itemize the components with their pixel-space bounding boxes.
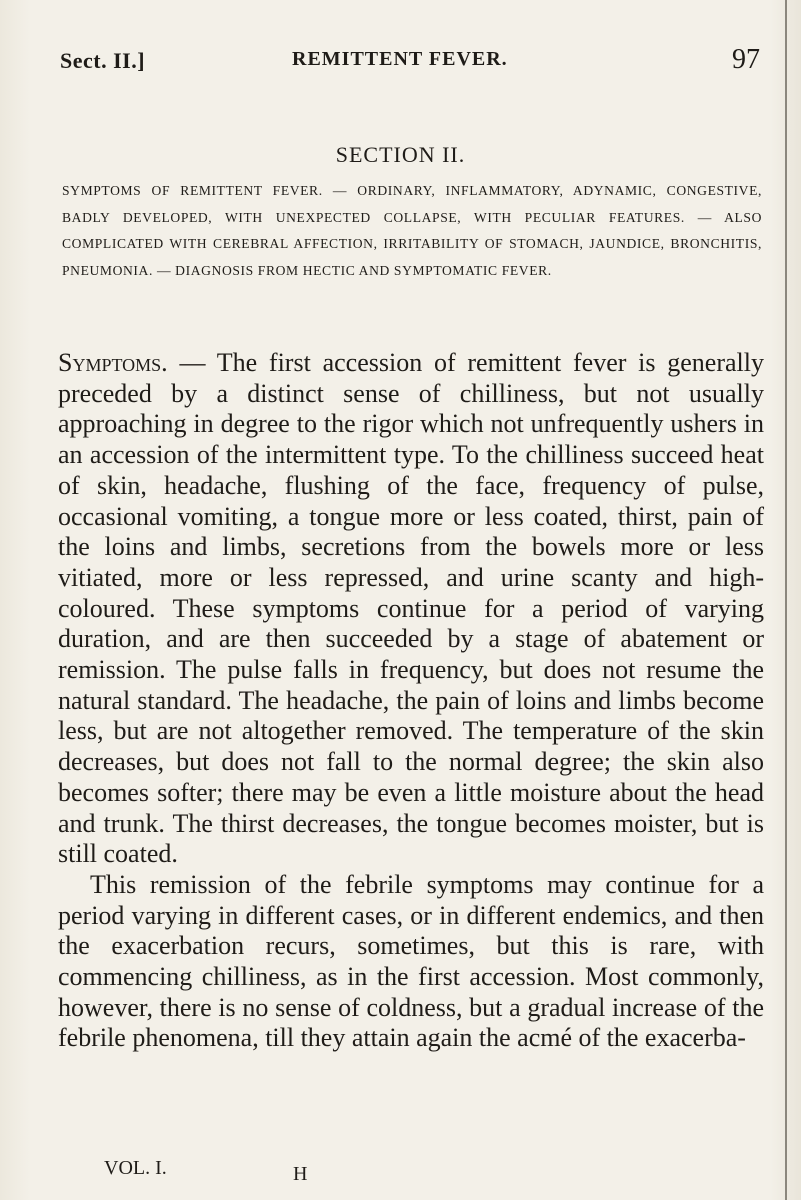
running-head-section: Sect. II.] bbox=[60, 48, 146, 73]
page-number: 97 bbox=[732, 44, 760, 75]
running-head-title: REMITTENT FEVER. bbox=[292, 48, 508, 70]
paragraph-2: This remission of the febrile symptoms may continue for a period varying in different cases, or in different endemics, and then the exacerbation recurs, sometimes, but this is rare, with commencing chilliness, as in the first accession. Most commonly, however, there is no sense of coldness, but a gradual increase of the febrile phenomena, till they attain again the acmé of the exacerba- bbox=[58, 869, 764, 1053]
section-summary: SYMPTOMS OF REMITTENT FEVER. — ORDINARY, INFLAMMATORY, ADYNAMIC, CONGESTIVE, BADLY DEVELOPED, WITH UNEXPECTED COLLAPSE, WITH PECULIAR FEATURES. — ALSO COMPLICATED WITH CEREBRAL AFFECTION, IRRITABILITY OF STOMACH, JAUNDICE, BRONCHITIS, PNEUMONIA. — DIAGNOSIS FROM HECTIC AND SYMPTOMATIC FEVER. bbox=[62, 183, 762, 278]
running-head bbox=[60, 44, 760, 82]
page-edge-line bbox=[785, 0, 787, 1200]
signature-mark: H bbox=[293, 1163, 308, 1185]
paragraph-1-text: — The first accession of remittent fever is generally preceded by a distinct sense of chilliness, but not usually approaching in degree to the rigor which not unfrequently ushers in an accession of the intermittent type. To the chilliness succeed heat of skin, headache, flushing of the face, frequency of pulse, occasional vomiting, a tongue more or less coated, thirst, pain of the loins and limbs, secretions from the bowels more or less vitiated, more or less repressed, and urine scanty and high-coloured. These symptoms continue for a period of varying duration, and are then succeeded by a stage of abatement or remission. The pulse falls in frequency, but does not resume the natural standard. The headache, the pain of loins and limbs become less, but are not altogether removed. The temperature of the skin decreases, but does not fall to the normal degree; the skin also becomes softer; there may be even a little moisture about the head and trunk. The thirst decreases, the tongue becomes moister, but is still coated. bbox=[58, 348, 764, 869]
section-title: SECTION II. bbox=[335, 142, 466, 167]
body-text bbox=[58, 348, 764, 1054]
paragraph-lead: Symptoms. bbox=[58, 348, 168, 377]
volume-label: VOL. I. bbox=[104, 1157, 167, 1179]
paragraph-1 bbox=[58, 348, 764, 870]
page-footer bbox=[104, 1157, 704, 1187]
